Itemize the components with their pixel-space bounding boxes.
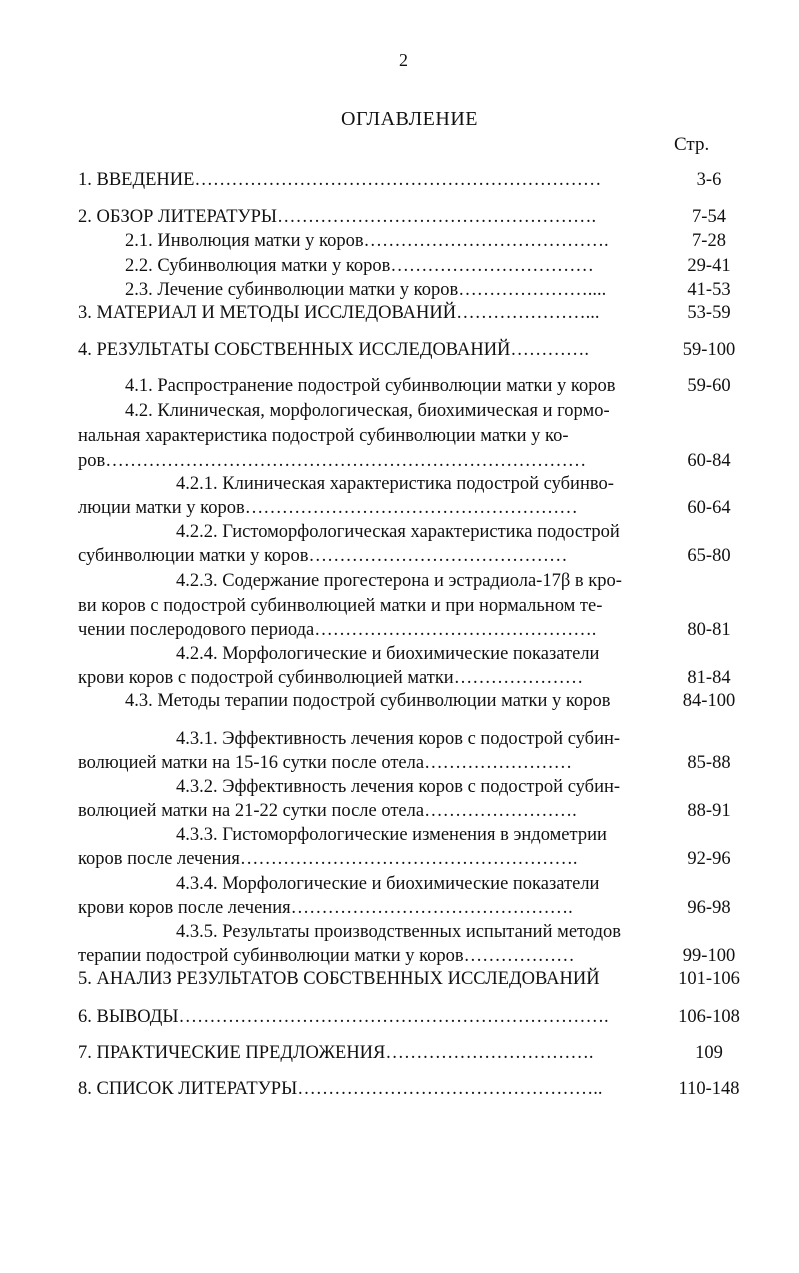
toc-line: 2.3. Лечение субинволюции матки у коров…………………....	[125, 280, 607, 300]
toc-page: 101-106	[678, 969, 740, 989]
toc-line: 2.2. Субинволюция матки у коров……………………………	[125, 256, 594, 276]
toc-line: 4.3.2. Эффективность лечения коров с подострой субин-	[176, 777, 621, 797]
toc-page: 60-64	[687, 498, 731, 518]
toc-line: 4.3. Методы терапии подострой субинволюции матки у коров	[125, 691, 611, 711]
toc-line: 7. ПРАКТИЧЕСКИЕ ПРЕДЛОЖЕНИЯ…………………………….	[78, 1043, 594, 1063]
toc-line: нальная характеристика подострой субинволюции матки у ко-	[78, 426, 569, 446]
toc-line: 4.2.2. Гистоморфологическая характеристика подострой	[176, 522, 620, 542]
toc-line: коров после лечения……………………………………………….	[78, 849, 578, 869]
toc-line: крови коров с подострой субинволюцией матки…………………	[78, 668, 584, 688]
page-column-header: Стр.	[674, 134, 710, 155]
toc-page: 3-6	[696, 170, 722, 190]
toc-line: 6. ВЫВОДЫ…………………………………………………………….	[78, 1007, 609, 1027]
toc-page: 110-148	[678, 1079, 740, 1099]
toc-line: 8. СПИСОК ЛИТЕРАТУРЫ…………………………………………..	[78, 1079, 603, 1099]
toc-title: ОГЛАВЛЕНИЕ	[341, 108, 478, 130]
toc-page: 7-28	[692, 231, 726, 251]
toc-line: чении послеродового периода……………………………………….	[78, 620, 597, 640]
toc-page: 60-84	[687, 451, 731, 471]
toc-line: 4.2. Клиническая, морфологическая, биохимическая и гормо-	[125, 401, 610, 421]
toc-line: 4.3.4. Морфологические и биохимические показатели	[176, 874, 600, 894]
toc-page: 109	[695, 1043, 723, 1063]
toc-page: 29-41	[687, 256, 731, 276]
toc-line: крови коров после лечения……………………………………….	[78, 898, 573, 918]
toc-line: ров……………………………………………………………………	[78, 451, 587, 471]
toc-page: 88-91	[687, 801, 731, 821]
toc-line: 4.1. Распространение подострой субинволюции матки у коров	[125, 376, 616, 396]
toc-page: 7-54	[692, 207, 726, 227]
toc-page: 41-53	[687, 280, 731, 300]
toc-line: волюцией матки на 21-22 сутки после отела…………………….	[78, 801, 577, 821]
toc-line: 4. РЕЗУЛЬТАТЫ СОБСТВЕННЫХ ИССЛЕДОВАНИЙ………….	[78, 340, 590, 360]
toc-line: терапии подострой субинволюции матки у коров………………	[78, 946, 575, 966]
toc-line: 5. АНАЛИЗ РЕЗУЛЬТАТОВ СОБСТВЕННЫХ ИССЛЕДОВАНИЙ	[78, 969, 600, 989]
toc-page: 84-100	[682, 691, 736, 711]
toc-page: 65-80	[687, 546, 731, 566]
toc-page: 59-60	[687, 376, 731, 396]
toc-page: 59-100	[682, 340, 736, 360]
toc-line: 4.2.3. Содержание прогестерона и эстрадиола-17β в кро-	[176, 571, 622, 591]
toc-line: 2. ОБЗОР ЛИТЕРАТУРЫ…………………………………………….	[78, 207, 597, 227]
toc-line: люции матки у коров………………………………………………	[78, 498, 578, 518]
toc-line: 4.3.3. Гистоморфологические изменения в эндометрии	[176, 825, 607, 845]
toc-page: 81-84	[687, 668, 731, 688]
toc-line: 1. ВВЕДЕНИЕ…………………………………………………………	[78, 170, 602, 190]
toc-line: 4.3.5. Результаты производственных испытаний методов	[176, 922, 621, 942]
toc-page: 92-96	[687, 849, 731, 869]
page-number: 2	[399, 50, 408, 70]
toc-page: 106-108	[678, 1007, 740, 1027]
toc-page: 80-81	[687, 620, 731, 640]
toc-line: 3. МАТЕРИАЛ И МЕТОДЫ ИССЛЕДОВАНИЙ…………………...	[78, 303, 600, 323]
toc-line: субинволюции матки у коров……………………………………	[78, 546, 568, 566]
toc-line: ви коров с подострой субинволюцией матки и при нормальном те-	[78, 596, 603, 616]
toc-page: 53-59	[687, 303, 731, 323]
toc-page: 96-98	[687, 898, 731, 918]
toc-page: 85-88	[687, 753, 731, 773]
toc-line: 4.2.4. Морфологические и биохимические показатели	[176, 644, 600, 664]
toc-line: 4.2.1. Клиническая характеристика подострой субинво-	[176, 474, 614, 494]
toc-line: волюцией матки на 15-16 сутки после отела……………………	[78, 753, 573, 773]
toc-page: 99-100	[682, 946, 736, 966]
toc-line: 4.3.1. Эффективность лечения коров с подострой субин-	[176, 729, 621, 749]
toc-line: 2.1. Инволюция матки у коров………………………………….	[125, 231, 609, 251]
